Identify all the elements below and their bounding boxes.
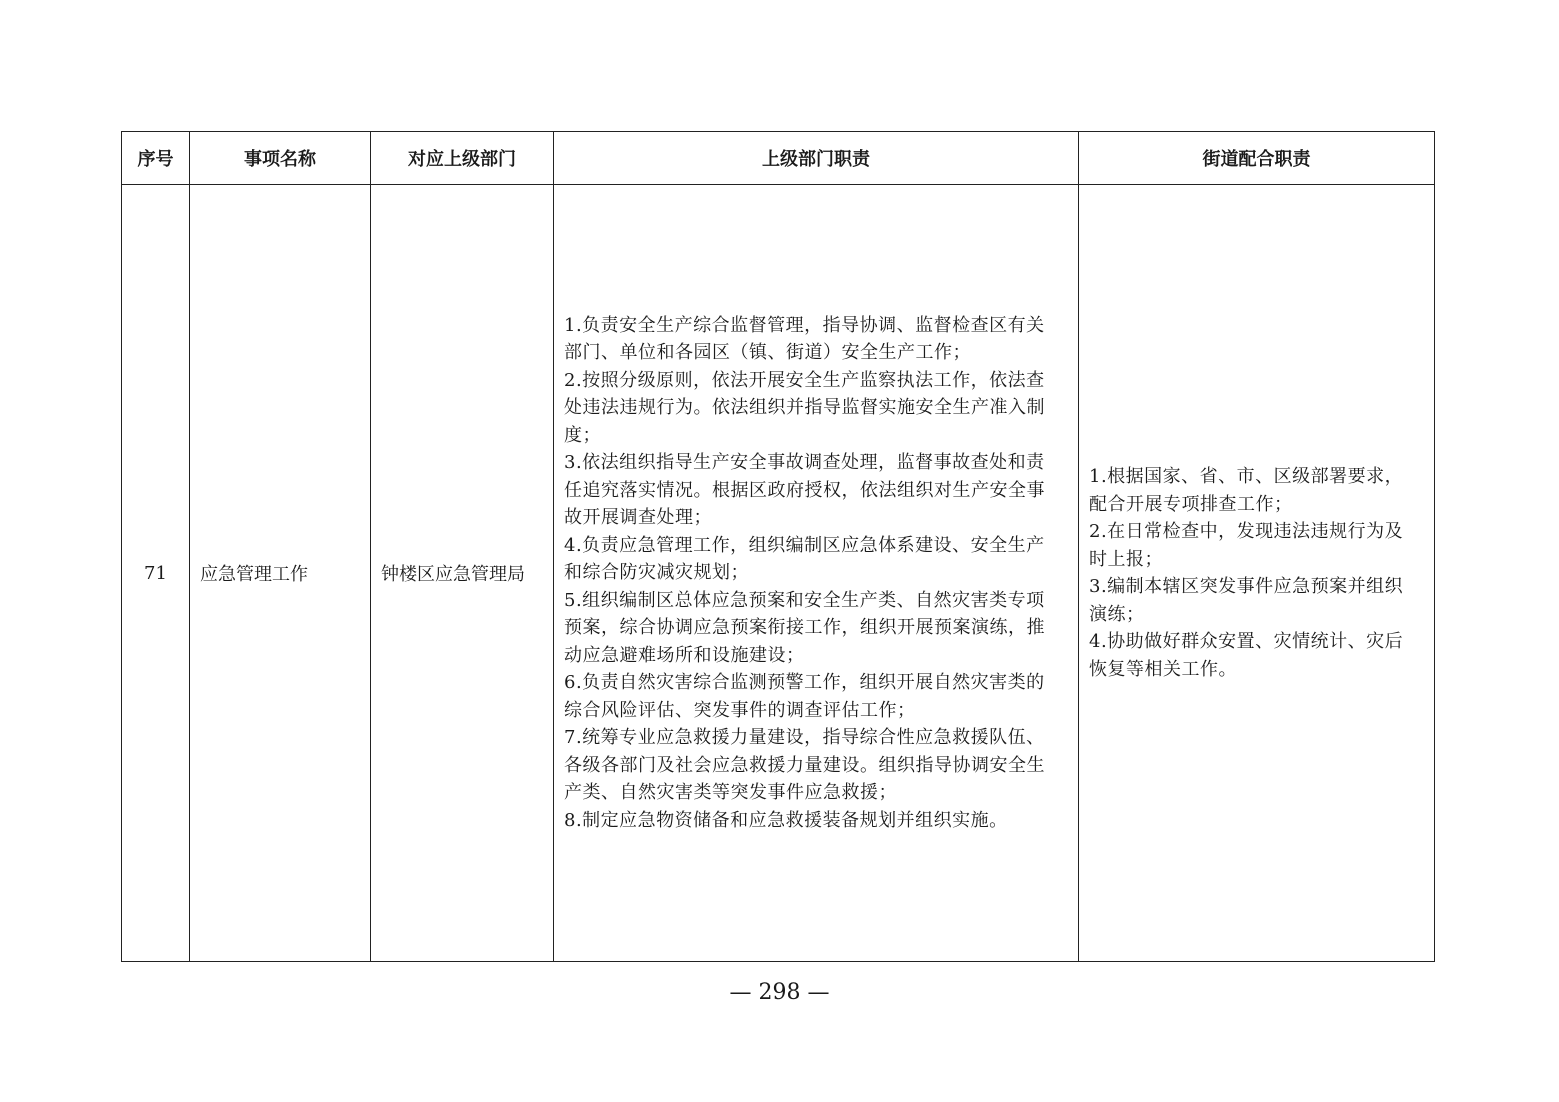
text-line: 2.按照分级原则，依法开展安全生产监察执法工作，依法查 (564, 369, 1045, 391)
table-row (122, 185, 1435, 962)
text-line: 4.负责应急管理工作，组织编制区应急体系建设、安全生产 (564, 534, 1045, 556)
text-line: 演练； (1089, 603, 1145, 625)
text-line: 产类、自然灾害类等突发事件应急救援； (564, 782, 897, 804)
cell-department: 钟楼区应急管理局 (371, 185, 554, 962)
cell-item-name: 应急管理工作 (190, 185, 371, 962)
header-department: 对应上级部门 (371, 132, 554, 185)
cell-superior-duties (554, 185, 1079, 962)
text-line: 6.负责自然灾害综合监测预警工作，组织开展自然灾害类的 (564, 672, 1045, 694)
street-duties-text (1079, 463, 1434, 683)
header-superior-duties: 上级部门职责 (554, 132, 1079, 185)
header-row (122, 132, 1435, 185)
text-line: 故开展调查处理； (564, 507, 712, 529)
text-line: 配合开展专项排查工作； (1089, 493, 1293, 515)
text-line: 恢复等相关工作。 (1089, 658, 1237, 680)
cell-index: 71 (122, 185, 190, 962)
text-line: 预案，综合协调应急预案衔接工作，组织开展预案演练，推 (564, 617, 1045, 639)
text-line: 8.制定应急物资储备和应急救援装备规划并组织实施。 (564, 809, 1008, 831)
text-line: 3.编制本辖区突发事件应急预案并组织 (1089, 576, 1404, 597)
text-line: 5.组织编制区总体应急预案和安全生产类、自然灾害类专项 (564, 589, 1045, 611)
text-line: 处违法违规行为。依法组织并指导监督实施安全生产准入制 (564, 397, 1045, 419)
text-line: 任追究落实情况。根据区政府授权，依法组织对生产安全事 (564, 479, 1045, 501)
duties-table (121, 131, 1435, 962)
text-line: 各级各部门及社会应急救援力量建设。组织指导协调安全生 (564, 754, 1045, 776)
text-line: 1.负责安全生产综合监督管理，指导协调、监督检查区有关 (564, 314, 1045, 336)
text-line: 4.协助做好群众安置、灾情统计、灾后 (1089, 631, 1404, 652)
header-item-name: 事项名称 (190, 132, 371, 185)
page-number: — 298 — (729, 980, 830, 1005)
text-line: 2.在日常检查中，发现违法违规行为及 (1089, 521, 1404, 542)
text-line: 度； (564, 424, 601, 446)
text-line: 和综合防灾减灾规划； (564, 562, 749, 584)
cell-street-duties (1079, 185, 1435, 962)
text-line: 动应急避难场所和设施建设； (564, 644, 805, 666)
text-line: 3.依法组织指导生产安全事故调查处理，监督事故查处和责 (564, 452, 1045, 474)
text-line: 时上报； (1089, 548, 1163, 570)
text-line: 1.根据国家、省、市、区级部署要求， (1089, 466, 1404, 487)
text-line: 部门、单位和各园区（镇、街道）安全生产工作； (564, 342, 971, 364)
header-index: 序号 (122, 132, 190, 185)
text-line: 7.统筹专业应急救援力量建设，指导综合性应急救援队伍、 (564, 727, 1045, 749)
superior-duties-text (554, 312, 1078, 835)
header-street-duties: 街道配合职责 (1079, 132, 1435, 185)
text-line: 综合风险评估、突发事件的调查评估工作； (564, 699, 916, 721)
